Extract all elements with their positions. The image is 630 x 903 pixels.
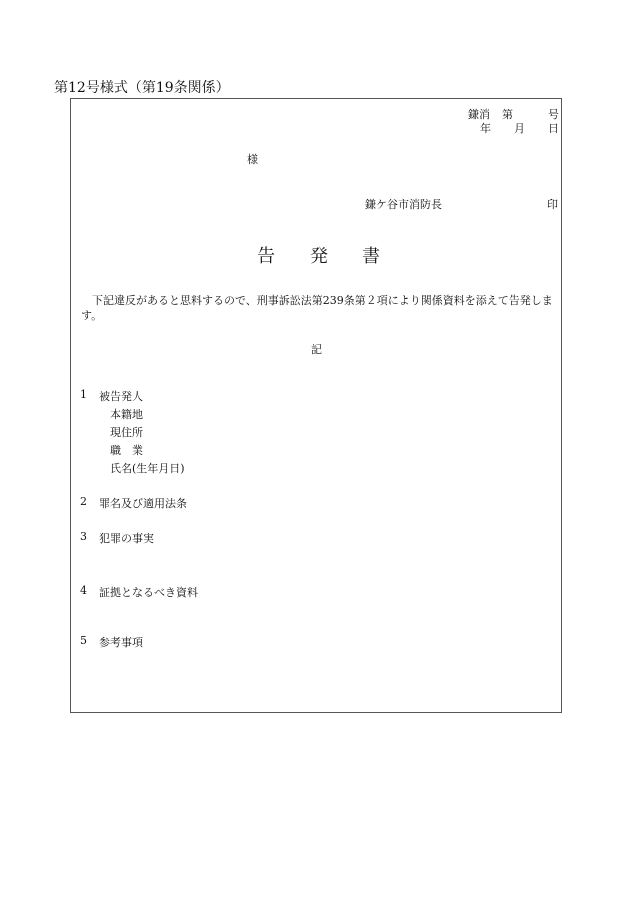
seal-mark: 印 [547, 198, 558, 211]
item-1-sub-honseki: 本籍地 [110, 408, 143, 421]
addressee-suffix: 様 [247, 153, 258, 166]
item-1-sub-genjusho: 現住所 [110, 426, 143, 439]
document-frame [70, 98, 562, 713]
item-3-label: 犯罪の事実 [99, 532, 154, 545]
date-day: 日 [548, 122, 559, 135]
item-1-num: 1 [80, 388, 87, 401]
item-3-num: 3 [80, 530, 87, 543]
ki-heading: 記 [311, 343, 322, 356]
item-5-num: 5 [80, 634, 87, 647]
item-2-label: 罪名及び適用法条 [99, 497, 187, 510]
form-title: 第12号様式（第19条関係） [54, 80, 230, 96]
title-char-1: 告 [257, 246, 275, 267]
title-char-3: 書 [362, 246, 380, 267]
item-2-num: 2 [80, 495, 87, 508]
item-1-label: 被告発人 [99, 390, 143, 403]
sender-name: 鎌ケ谷市消防長 [365, 198, 442, 211]
title-char-2: 発 [310, 246, 328, 267]
item-4-num: 4 [80, 584, 87, 597]
body-text: 下記違反があると思料するので、刑事訴訟法第239条第２項により関係資料を添えて告発します。 [81, 294, 553, 322]
ref-go: 号 [548, 108, 559, 121]
date-month: 月 [514, 122, 525, 135]
item-5-label: 参考事項 [99, 636, 143, 649]
ref-prefix: 鎌消 [468, 108, 490, 121]
item-4-label: 証拠となるべき資料 [99, 586, 198, 599]
date-year: 年 [480, 122, 491, 135]
ref-dai: 第 [502, 108, 513, 121]
item-1-sub-shokugyo: 職 業 [110, 444, 143, 457]
item-1-sub-shimei: 氏名(生年月日) [110, 462, 185, 475]
